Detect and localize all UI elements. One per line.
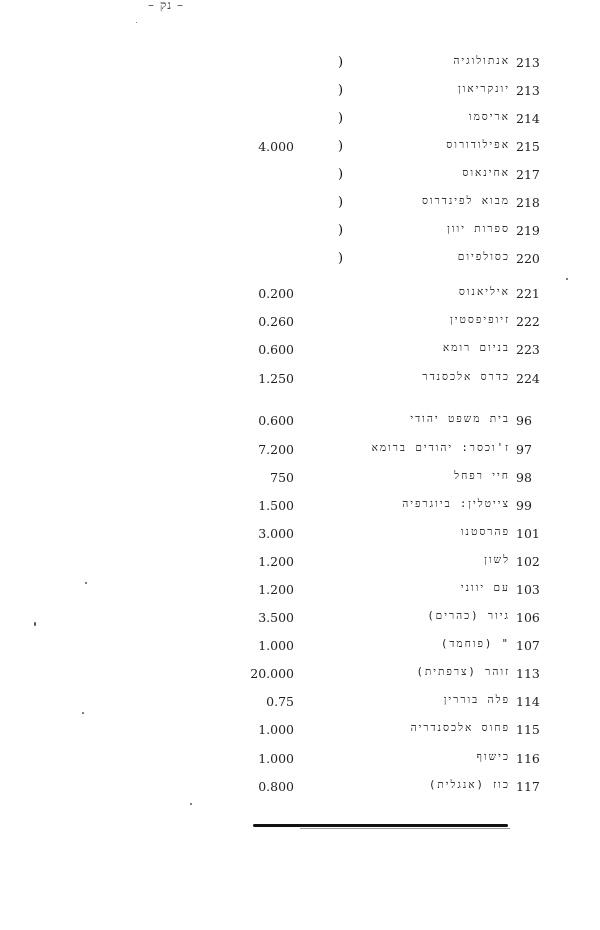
item-number: 99 [516,498,532,513]
item-title: גיור (כהרים) [427,610,510,622]
list-item [0,610,600,630]
item-title: אחינאוס [462,167,510,179]
list-item [0,470,600,490]
bracket-mark: ) [338,83,344,98]
scan-speck [85,582,87,584]
item-number: 217 [516,167,540,182]
item-number: 221 [516,286,540,301]
item-number: 223 [516,342,540,357]
scan-speck [566,278,568,280]
item-number: 97 [516,442,532,457]
list-item [0,526,600,546]
item-title: כוז (אנגלית) [429,779,510,791]
list-item [0,722,600,742]
scan-speck [190,803,192,805]
bracket-mark: ) [338,251,344,266]
item-value: 4.000 [258,139,294,154]
scan-speck [34,622,36,626]
item-title: מבוא לפינדרוס [421,195,510,207]
item-value: 0.200 [258,286,294,301]
item-value: 1.500 [258,498,294,513]
item-value: 0.800 [258,779,294,794]
item-number: 117 [516,779,540,794]
end-rule [253,824,508,827]
list-item [0,55,600,75]
list-item [0,371,600,391]
list-item [0,111,600,131]
list-item [0,251,600,271]
list-item [0,413,600,433]
bracket-mark: ) [338,139,344,154]
item-title: פלה בוררין [443,694,510,706]
item-value: 20.000 [250,666,294,681]
scan-speck [82,712,84,714]
item-number: 114 [516,694,540,709]
item-number: 116 [516,751,540,766]
bracket-mark: ) [338,195,344,210]
item-value: 1.000 [258,722,294,737]
item-title: ספרות יוון [447,223,510,235]
item-title: אנתולוגיה [453,55,510,67]
item-title: אריסמו [468,111,510,123]
list-item [0,314,600,334]
item-number: 213 [516,55,540,70]
list-item [0,638,600,658]
item-title: חיי רפחל [454,470,510,482]
item-title: בניום רומא [442,342,510,354]
item-number: 113 [516,666,540,681]
list-item [0,342,600,362]
item-title: זיופיפסטין [450,314,510,326]
item-title: איליאנוס [458,286,510,298]
item-title: לשון [484,554,510,566]
item-value: 0.75 [266,694,294,709]
item-value: 1.000 [258,638,294,653]
item-number: 218 [516,195,540,210]
page-header: – נק – [148,0,184,12]
item-number: 107 [516,638,540,653]
item-value: 0.600 [258,413,294,428]
item-value: 1.250 [258,371,294,386]
item-number: 96 [516,413,532,428]
item-title: יונקריאון [457,83,510,95]
item-title: פהרסטנו [460,526,510,538]
list-item [0,779,600,799]
item-title: כישוף [476,751,510,763]
item-number: 224 [516,371,540,386]
item-number: 219 [516,223,540,238]
item-title: " (פוחמד) [441,638,510,650]
list-item [0,286,600,306]
bracket-mark: ) [338,55,344,70]
list-item [0,139,600,159]
list-item [0,751,600,771]
list-item [0,666,600,686]
item-number: 98 [516,470,532,485]
item-number: 220 [516,251,540,266]
item-number: 115 [516,722,540,737]
item-title: כסולפיום [457,251,510,263]
item-number: 102 [516,554,540,569]
end-rule-shadow [300,828,510,829]
item-value: 7.200 [258,442,294,457]
bracket-mark: ) [338,167,344,182]
list-item [0,582,600,602]
item-number: 106 [516,610,540,625]
list-item [0,694,600,714]
item-number: 101 [516,526,540,541]
list-item [0,195,600,215]
item-value: 3.500 [258,610,294,625]
list-item [0,83,600,103]
item-value: 0.600 [258,342,294,357]
item-title: זוהר (צרפתית) [416,666,510,678]
item-number: 214 [516,111,540,126]
scan-speck [136,22,137,23]
item-number: 222 [516,314,540,329]
item-title: בית משפט יהודי [410,413,510,425]
item-number: 213 [516,83,540,98]
item-title: כדרס אלכסנדר [422,371,510,383]
item-number: 103 [516,582,540,597]
item-title: עם יווני [460,582,510,594]
item-title: צייטלין: ביוגרפיה [402,498,510,510]
item-value: 3.000 [258,526,294,541]
list-item [0,554,600,574]
item-value: 1.200 [258,582,294,597]
item-value: 0.260 [258,314,294,329]
item-value: 1.200 [258,554,294,569]
list-item [0,442,600,462]
bracket-mark: ) [338,223,344,238]
item-title: פחוס אלכסנדריה [410,722,510,734]
list-item [0,223,600,243]
bracket-mark: ) [338,111,344,126]
item-title: ז'וכסר: יהודים ברומא [371,442,510,454]
item-value: 1.000 [258,751,294,766]
list-item [0,167,600,187]
item-value: 750 [270,470,294,485]
item-number: 215 [516,139,540,154]
item-title: אפילודורוס [446,139,510,151]
list-item [0,498,600,518]
